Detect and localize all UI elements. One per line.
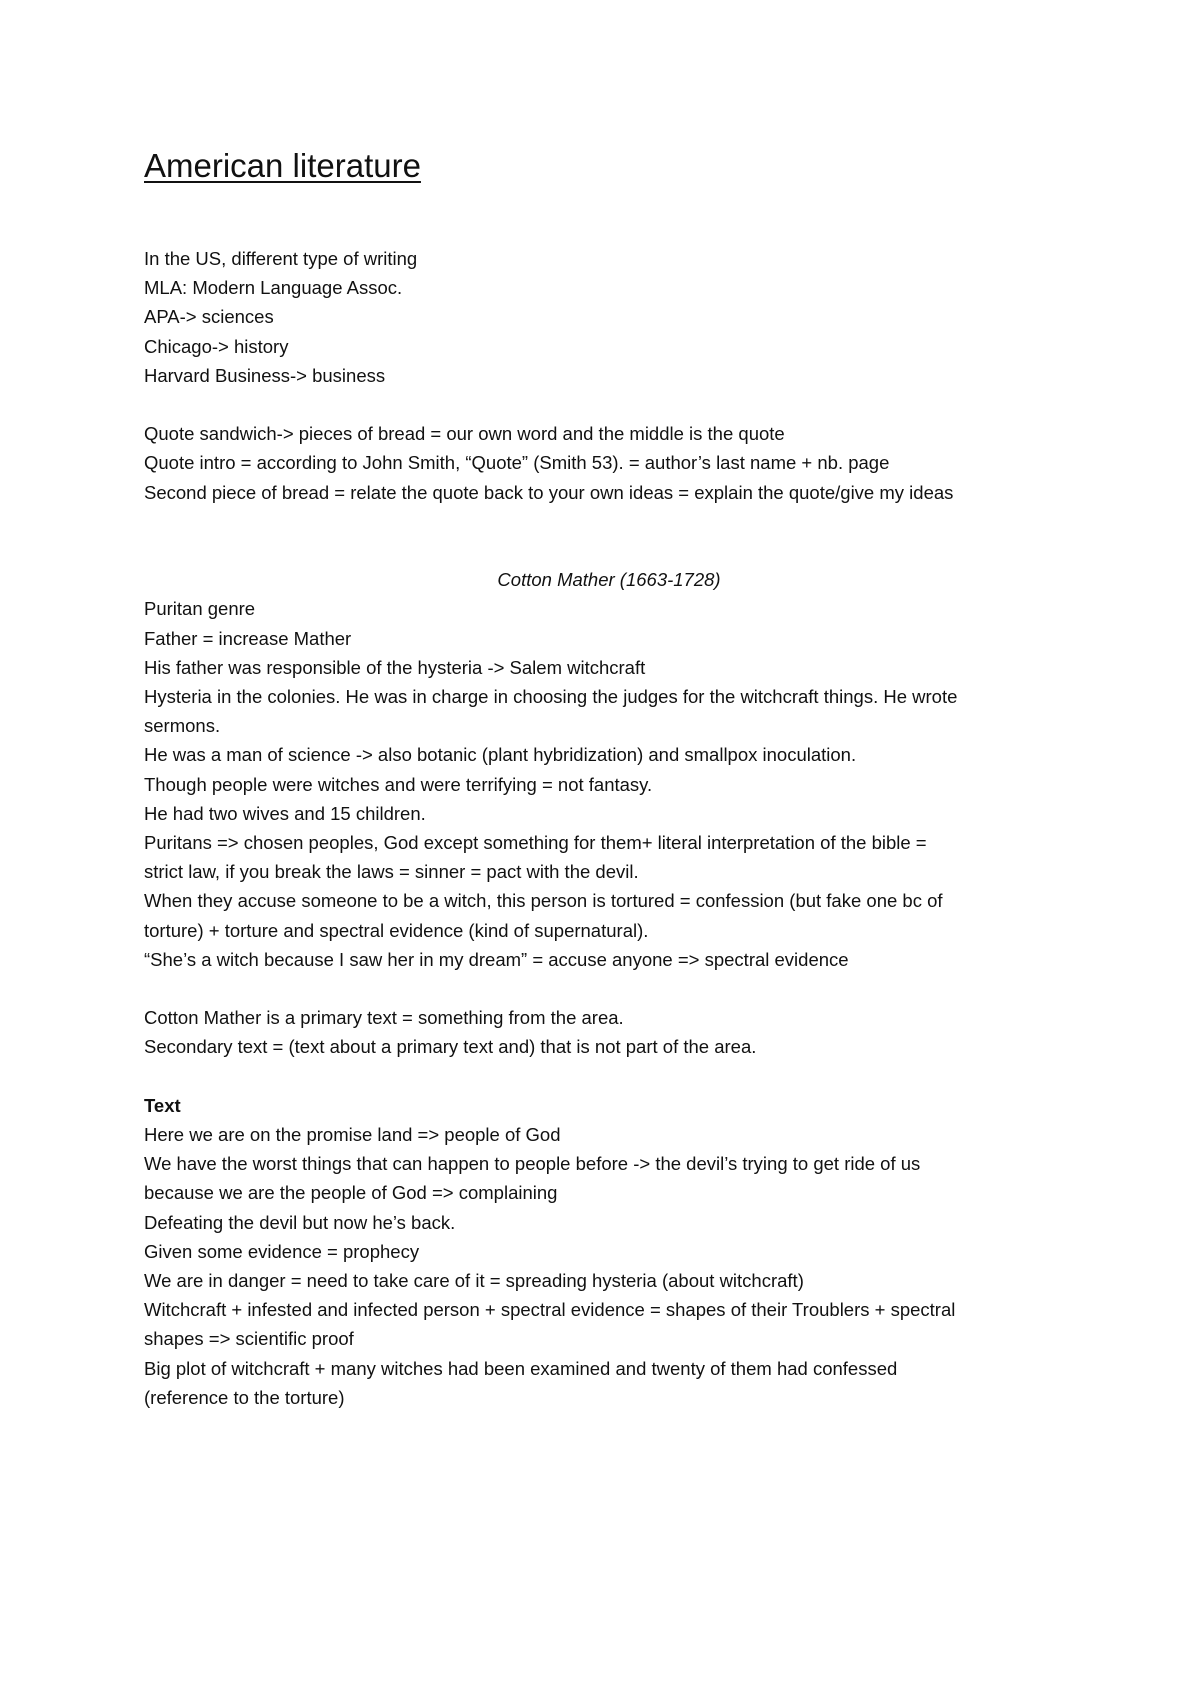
text-line: torture) + torture and spectral evidence (kind of supernatural). [144, 919, 649, 941]
text-line: Chicago-> history [144, 335, 289, 357]
text-line: APA-> sciences [144, 306, 274, 328]
text-line: shapes => scientific proof [144, 1328, 354, 1350]
quote-section [144, 419, 1074, 507]
spacer [144, 390, 1074, 419]
text-line: Here we are on the promise land => people of God [144, 1124, 561, 1146]
spacer [144, 507, 1074, 565]
text-line: Second piece of bread = relate the quote back to your own ideas = explain the quote/give my ideas [144, 481, 954, 503]
text-line: Quote intro = according to John Smith, “Quote” (Smith 53). = author’s last name + nb. page [144, 452, 890, 474]
text-line: Secondary text = (text about a primary text and) that is not part of the area. [144, 1036, 757, 1058]
intro-section [144, 244, 1074, 390]
text-line: Big plot of witchcraft + many witches had been examined and twenty of them had confessed [144, 1357, 898, 1379]
text-line: Puritan genre [144, 598, 256, 620]
text-line: He was a man of science -> also botanic (plant hybridization) and smallpox inoculation. [144, 744, 857, 766]
text-line: Quote sandwich-> pieces of bread = our own word and the middle is the quote [144, 423, 785, 445]
text-line: We are in danger = need to take care of it = spreading hysteria (about witchcraft) [144, 1270, 804, 1292]
text-line: We have the worst things that can happen to people before -> the devil’s trying to get ride of us [144, 1153, 921, 1175]
spacer [144, 974, 1074, 1003]
text-line: “She’s a witch because I saw her in my dream” = accuse anyone => spectral evidence [144, 948, 849, 970]
spacer [144, 1062, 1074, 1091]
text-line: Given some evidence = prophecy [144, 1240, 420, 1262]
page-title: American literature [144, 147, 421, 184]
text-line: When they accuse someone to be a witch, this person is tortured = confession (but fake one bc of [144, 890, 943, 912]
text-line: MLA: Modern Language Assoc. [144, 277, 403, 299]
text-line: Though people were witches and were terrifying = not fantasy. [144, 773, 653, 795]
text-heading: Text [144, 1094, 181, 1116]
section-heading: Cotton Mather (1663-1728) [497, 569, 721, 591]
text-line: sermons. [144, 715, 221, 737]
text-section [144, 1120, 1074, 1412]
text-line: Harvard Business-> business [144, 364, 386, 386]
text-line: because we are the people of God => complaining [144, 1182, 558, 1204]
text-line: Cotton Mather is a primary text = something from the area. [144, 1007, 624, 1029]
text-line: Hysteria in the colonies. He was in charge in choosing the judges for the witchcraft things. He wrote [144, 686, 958, 708]
text-line: Witchcraft + infested and infected person + spectral evidence = shapes of their Troublers + spectral [144, 1299, 956, 1321]
text-type-section [144, 1003, 1074, 1061]
mather-section [144, 594, 1074, 974]
text-line: Puritans => chosen peoples, God except something for them+ literal interpretation of the bible = [144, 832, 927, 854]
text-line: Father = increase Mather [144, 627, 352, 649]
text-line: Defeating the devil but now he’s back. [144, 1211, 456, 1233]
text-line: His father was responsible of the hysteria -> Salem witchcraft [144, 656, 646, 678]
text-line: He had two wives and 15 children. [144, 802, 426, 824]
text-line: strict law, if you break the laws = sinner = pact with the devil. [144, 861, 639, 883]
text-line: In the US, different type of writing [144, 248, 418, 269]
document-body [144, 146, 1074, 1412]
text-line: (reference to the torture) [144, 1386, 345, 1408]
spacer [144, 186, 1074, 244]
